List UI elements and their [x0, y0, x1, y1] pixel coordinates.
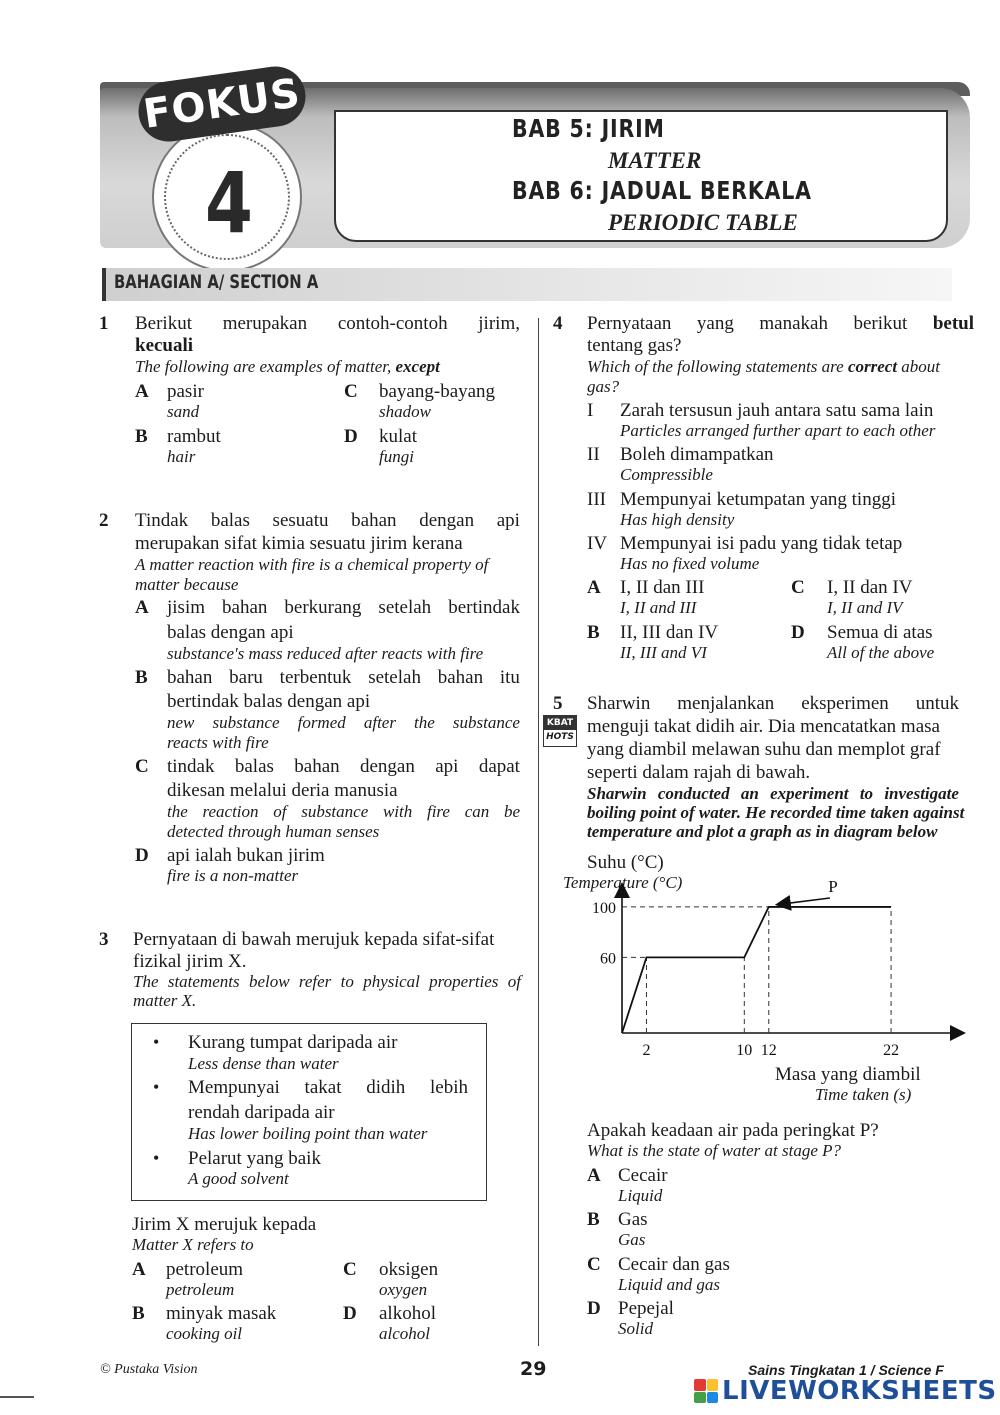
publisher-credit: © Pustaka Vision	[100, 1362, 198, 1377]
question-number: 3	[99, 929, 109, 950]
option-d-letter[interactable]: D	[135, 845, 149, 866]
option-c-text[interactable]: oksigen	[379, 1259, 439, 1280]
statement-4-number: IV	[587, 533, 608, 554]
option-c-english: shadow	[379, 402, 431, 421]
question-stem-line3: yang diambil melawan suhu dan memplot graf	[587, 739, 941, 760]
option-b-text-line2[interactable]: bertindak balas dengan api	[167, 691, 371, 712]
stage-p-arrow	[783, 898, 830, 904]
option-a-letter[interactable]: A	[587, 577, 601, 598]
option-c-letter[interactable]: C	[343, 1259, 357, 1280]
x-tick-label: 10	[736, 1042, 753, 1059]
option-d-letter[interactable]: D	[587, 1298, 601, 1319]
x-tick-label: 2	[642, 1042, 651, 1059]
option-a-text[interactable]: petroleum	[166, 1259, 244, 1280]
question-stem-english: The statements below refer to physical properties of	[133, 972, 521, 991]
property-2-text: Mempunyai takat didih lebih	[188, 1077, 468, 1098]
option-d-english: fire is a non-matter	[167, 866, 299, 885]
option-a-text[interactable]: pasir	[167, 381, 204, 402]
kbat-hots-badge: KBAT HOTS	[543, 715, 577, 747]
y-tick-label: 60	[600, 950, 616, 968]
statement-4-text: Mempunyai isi padu yang tidak tetap	[620, 533, 903, 554]
option-d-english: All of the above	[827, 643, 935, 662]
question-stem-english: Which of the following statements are correct about	[587, 357, 941, 376]
option-b-letter[interactable]: B	[135, 667, 148, 688]
option-c-english-line2: detected through human senses	[167, 822, 380, 841]
page-number: 29	[520, 1358, 547, 1380]
option-a-text[interactable]: I, II dan III	[620, 577, 705, 598]
option-c-text[interactable]: I, II dan IV	[827, 577, 913, 598]
question-stem-english-line3: temperature and plot a graph as in diagram below	[587, 822, 938, 841]
question-stem-english-line2: matter because	[135, 575, 239, 594]
question-number: 5	[553, 693, 563, 714]
option-c-english: oxygen	[379, 1280, 428, 1299]
logo-square	[707, 1392, 719, 1404]
option-a-english: substance's mass reduced after reacts with fire	[167, 644, 484, 663]
option-d-text[interactable]: Pepejal	[618, 1298, 674, 1319]
property-3-english: A good solvent	[188, 1169, 289, 1188]
option-c-letter[interactable]: C	[344, 381, 358, 402]
option-c-text[interactable]: Cecair dan gas	[618, 1254, 730, 1275]
option-a-english: sand	[167, 402, 200, 421]
option-a-letter[interactable]: A	[587, 1165, 601, 1186]
temperature-series-line	[622, 907, 891, 1033]
option-b-text[interactable]: Gas	[618, 1209, 648, 1230]
question-stem: Sharwin menjalankan eksperimen untuk	[587, 693, 959, 714]
question-prompt: Apakah keadaan air pada peringkat P?	[587, 1120, 879, 1141]
question-stem-line2: tentang gas?	[587, 335, 682, 356]
option-c-letter[interactable]: C	[791, 577, 805, 598]
option-d-letter[interactable]: D	[791, 622, 805, 643]
question-stem-bold: kecuali	[135, 335, 194, 356]
option-c-letter[interactable]: C	[135, 756, 149, 777]
bullet-1: •	[153, 1032, 160, 1052]
question-stem-english-line2: gas?	[587, 377, 620, 396]
statement-1-english: Particles arranged further apart to each other	[620, 421, 936, 440]
option-a-letter[interactable]: A	[132, 1259, 146, 1280]
option-a-english: Liquid	[618, 1186, 663, 1205]
question-stem: Tindak balas sesuatu bahan dengan api	[135, 510, 520, 531]
question-stem-english-line2: matter X.	[133, 991, 197, 1010]
question-stem-english: Sharwin conducted an experiment to investigate	[587, 784, 959, 803]
logo-square	[694, 1379, 706, 1391]
column-divider	[538, 318, 539, 1346]
question-number: 2	[99, 510, 109, 531]
question-stem-line2: menguji takat didih air. Dia mencatatkan masa	[587, 716, 940, 737]
property-1-text: Kurang tumpat daripada air	[188, 1032, 398, 1053]
option-d-text[interactable]: api ialah bukan jirim	[167, 845, 325, 866]
bab5-heading: BAB 5: JIRIM	[512, 114, 665, 143]
property-2-text-line2: rendah daripada air	[188, 1102, 335, 1123]
option-c-text-line2[interactable]: dikesan melalui deria manusia	[167, 780, 398, 801]
statement-1-number: I	[587, 400, 594, 421]
option-b-english: II, III and VI	[620, 643, 707, 662]
question-stem-line2: merupakan sifat kimia sesuatu jirim kerana	[135, 533, 463, 554]
option-b-english-line2: reacts with fire	[167, 733, 269, 752]
option-c-text[interactable]: tindak balas bahan dengan api dapat	[167, 756, 520, 777]
bab6-heading: BAB 6: JADUAL BERKALA	[512, 176, 812, 205]
question-follow-english: Matter X refers to	[132, 1235, 254, 1254]
chart-xlabel: Masa yang diambil	[775, 1064, 921, 1085]
stage-p-label: P	[828, 880, 838, 896]
question-stem-line4: seperti dalam rajah di bawah.	[587, 762, 811, 783]
option-b-letter[interactable]: B	[135, 426, 148, 447]
chapter-banner	[100, 70, 970, 252]
property-1-english: Less dense than water	[188, 1054, 339, 1073]
question-stem: Pernyataan di bawah merujuk kepada sifat-sifat	[133, 929, 495, 950]
statement-3-english: Has high density	[620, 510, 735, 529]
bullet-3: •	[153, 1148, 160, 1168]
option-d-english: fungi	[379, 447, 414, 466]
option-d-letter[interactable]: D	[343, 1303, 357, 1324]
fokus-number: 4	[205, 154, 253, 252]
option-b-letter[interactable]: B	[587, 1209, 600, 1230]
question-stem-english: The following are examples of matter, except	[135, 357, 440, 376]
option-b-english: Gas	[618, 1230, 646, 1249]
option-a-text[interactable]: Cecair	[618, 1165, 668, 1186]
option-b-text[interactable]: minyak masak	[166, 1303, 277, 1324]
option-b-letter[interactable]: B	[132, 1303, 145, 1324]
option-b-text[interactable]: bahan baru terbentuk setelah bahan itu	[167, 667, 520, 688]
liveworksheets-icon	[694, 1379, 718, 1403]
question-stem: Berikut merupakan contoh-contoh jirim,	[135, 313, 520, 334]
option-d-text[interactable]: kulat	[379, 426, 417, 447]
option-a-text-line2[interactable]: balas dengan api	[167, 622, 294, 643]
temperature-time-graph	[560, 880, 980, 1070]
logo-square	[694, 1392, 706, 1404]
fokus-label: FOKUS	[135, 63, 310, 146]
chapter-title-box	[334, 110, 948, 242]
statement-1-text: Zarah tersusun jauh antara satu sama lain	[620, 400, 934, 421]
liveworksheets-text: LIVEWORKSHEETS	[722, 1376, 997, 1406]
question-stem-line2: fizikal jirim X.	[133, 951, 247, 972]
property-3-text: Pelarut yang baik	[188, 1148, 321, 1169]
statement-4-english: Has no fixed volume	[620, 554, 760, 573]
option-b-english: new substance formed after the substance	[167, 713, 520, 732]
option-b-text[interactable]: rambut	[167, 426, 221, 447]
statement-2-text: Boleh dimampatkan	[620, 444, 774, 465]
question-number: 4	[553, 313, 563, 334]
option-c-english: I, II and IV	[827, 598, 903, 617]
x-tick-label: 12	[760, 1042, 777, 1059]
option-c-text[interactable]: bayang-bayang	[379, 381, 496, 402]
statement-2-english: Compressible	[620, 465, 713, 484]
chart-xlabel-english: Time taken (s)	[815, 1085, 912, 1104]
logo-square	[707, 1379, 719, 1391]
statement-2-number: II	[587, 444, 600, 465]
statement-3-number: III	[587, 489, 606, 510]
question-follow: Jirim X merujuk kepada	[132, 1214, 317, 1235]
option-a-english: petroleum	[166, 1280, 235, 1299]
option-c-english: the reaction of substance with fire can be	[167, 802, 520, 821]
question-stem-english: A matter reaction with fire is a chemical property of	[135, 555, 489, 574]
property-2-english: Has lower boiling point than water	[188, 1124, 428, 1143]
option-a-english: I, II and III	[620, 598, 697, 617]
bab6-english: PERIODIC TABLE	[608, 210, 798, 235]
question-stem-english-line2: boiling point of water. He recorded time taken against	[587, 803, 965, 822]
option-c-letter[interactable]: C	[587, 1254, 601, 1275]
book-title: Sains Tingkatan 1 / Science F	[748, 1362, 944, 1378]
x-tick-label: 22	[883, 1042, 900, 1059]
option-d-english: alcohol	[379, 1324, 430, 1343]
option-d-english: Solid	[618, 1319, 653, 1338]
question-number: 1	[99, 313, 109, 334]
option-c-english: Liquid and gas	[618, 1275, 721, 1294]
liveworksheets-logo[interactable]	[694, 1374, 997, 1408]
option-b-english: cooking oil	[166, 1324, 243, 1343]
chart-ylabel: Suhu (°C)	[587, 852, 664, 873]
option-a-letter[interactable]: A	[135, 597, 149, 618]
section-heading: BAHAGIAN A/ SECTION A	[102, 268, 952, 301]
y-tick-label: 100	[592, 899, 616, 917]
fokus-badge	[152, 122, 302, 272]
bullet-2: •	[153, 1077, 160, 1097]
statement-3-text: Mempunyai ketumpatan yang tinggi	[620, 489, 896, 510]
question-prompt-english: What is the state of water at stage P?	[587, 1141, 842, 1160]
page-edge-mark	[0, 1396, 34, 1398]
option-a-text[interactable]: jisim bahan berkurang setelah bertindak	[167, 597, 520, 618]
option-d-letter[interactable]: D	[344, 426, 358, 447]
option-a-letter[interactable]: A	[135, 381, 149, 402]
question-stem: Pernyataan yang manakah berikut betul	[587, 313, 974, 334]
option-b-text[interactable]: II, III dan IV	[620, 622, 719, 643]
option-b-english: hair	[167, 447, 196, 466]
option-d-text[interactable]: alkohol	[379, 1303, 436, 1324]
bab5-english: MATTER	[608, 148, 702, 173]
option-d-text[interactable]: Semua di atas	[827, 622, 933, 643]
option-b-letter[interactable]: B	[587, 622, 600, 643]
chart-ylabel-english: Temperature (°C)	[563, 873, 683, 892]
